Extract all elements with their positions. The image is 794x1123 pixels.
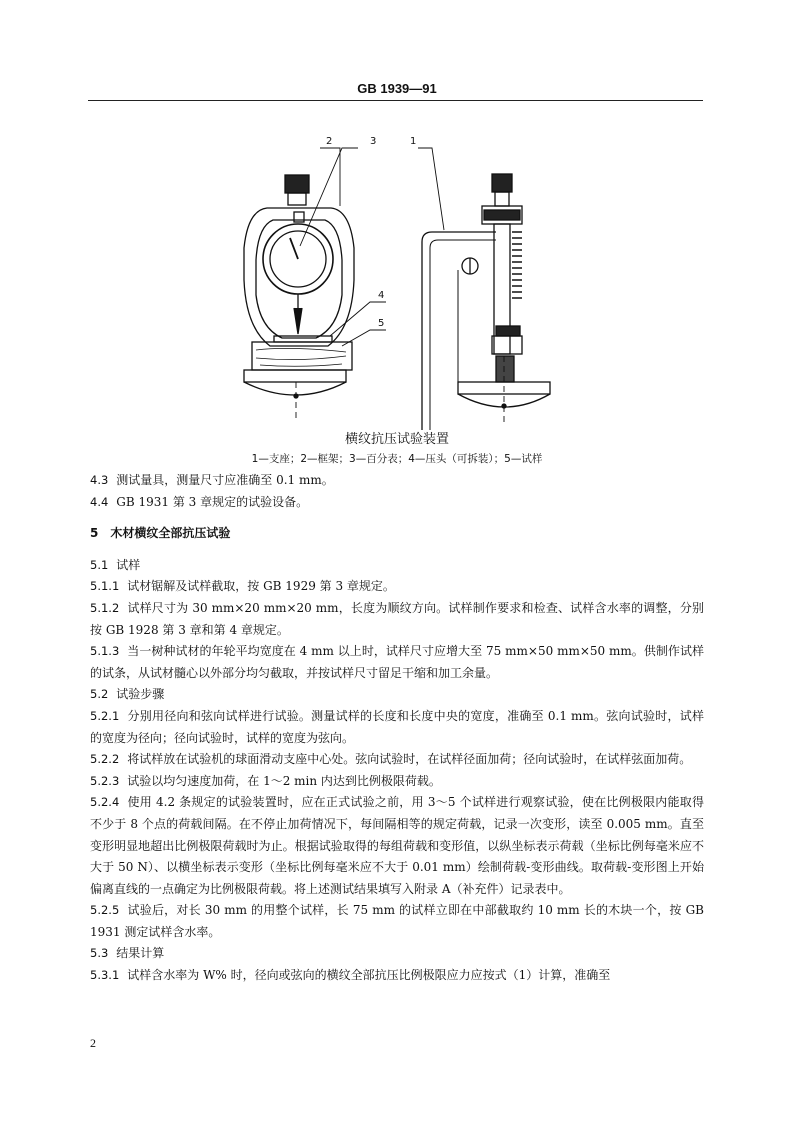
spherical-seat-left [244, 382, 346, 395]
clause-text: 试样 [116, 557, 141, 572]
clause-text: 试材锯解及试样截取，按 GB 1929 第 3 章规定。 [127, 579, 395, 594]
clause-number: 5.3 [90, 946, 109, 961]
spindle-tip [294, 308, 302, 334]
callout-1: 1 [410, 136, 417, 147]
clause-number: 5.1 [90, 557, 109, 572]
document-body [90, 470, 704, 987]
clause-4-4 [90, 492, 704, 514]
section-5-heading [90, 523, 704, 545]
left-knob-neck [288, 193, 306, 205]
clause-5-3 [90, 943, 704, 965]
clause-text: 当一树种试材的年轮平均宽度在 4 mm 以上时，试样尺寸应增大至 75 mm×50 mm×50 mm。供制作试样的试条，从试材髓心以外部分均匀截取，并按试样尺寸留足干缩和加工余量。 [90, 644, 704, 680]
clause-number: 5.2 [90, 687, 109, 702]
clause-text: 试样尺寸为 30 mm×20 mm×20 mm，长度为顺纹方向。试样制作要求和检查、试样含水率的调整，分别按 GB 1928 第 3 章和第 4 章规定。 [90, 600, 704, 637]
right-press-head [492, 336, 522, 354]
section-number: 5 [90, 526, 99, 541]
clause-text: 分别用径向和弦向试样进行试验。测量试样的长度和长度中央的宽度，准确至 0.1 mm。弦向试验时，试样的宽度为径向；径向试验时，试样的宽度为弦向。 [90, 708, 704, 745]
press-head [274, 336, 332, 342]
clause-number: 5.2.5 [90, 903, 120, 918]
right-top-knob [492, 174, 512, 192]
clause-5-2-3 [90, 771, 704, 793]
clause-5-2-4 [90, 792, 704, 900]
clause-5-1-1 [90, 576, 704, 598]
callout-2: 2 [326, 136, 333, 147]
clause-text: 试验步骤 [116, 687, 165, 702]
left-top-knob [285, 175, 309, 193]
clause-5-3-1 [90, 965, 704, 987]
compression-apparatus-figure [230, 130, 570, 430]
clause-4-3 [90, 470, 704, 492]
clause-5-2-1 [90, 706, 704, 749]
section-title: 木材横纹全部抗压试验 [110, 526, 231, 541]
support-plate-left [244, 370, 346, 382]
clause-number: 4.4 [90, 494, 109, 509]
clause-5-2 [90, 684, 704, 706]
clause-number: 5.1.1 [90, 579, 120, 594]
clause-text: 将试样放在试验机的球面滑动支座中心处。弦向试验时，在试样径面加荷；径向试验时，在试样弦面加荷。 [127, 752, 692, 767]
clause-text: 使用 4.2 条规定的试验装置时，应在正式试验之前，用 3～5 个试样进行观察试验，使在比例极限内能取得不少于 8 个点的荷载间隔。在不停止加荷情况下，每间隔相等的规定荷载，记录一次变形，读至 0.005 mm。直至变形明显地超出比例极限荷载时为止。根据试验取得的每组荷载和变形值，以纵坐标表示荷载（坐标比例每毫米应不大于 50 N）、以横坐标表示变形（坐标比例每毫米应不大于 0.01 mm）绘制荷载-变形曲线。取荷载-变形图上开始偏离直线的一点确定为比例极限荷载。将上述测试结果填写入附录 A（补充件）记录表中。 [90, 795, 704, 896]
clause-text: 结果计算 [116, 946, 165, 961]
clause-text: GB 1931 第 3 章规定的试验设备。 [116, 494, 309, 509]
clause-text: 试样含水率为 W% 时，径向或弦向的横纹全部抗压比例极限应力应按式（1）计算，准确至 [127, 968, 611, 983]
clause-5-2-5 [90, 900, 704, 943]
clause-text: 试验后，对长 30 mm 的用整个试样，长 75 mm 的试样立即在中部截取约 10 mm 长的木块一个，按 GB 1931 测定试样含水率。 [90, 903, 704, 939]
callout-3: 3 [370, 136, 377, 147]
clause-number: 4.3 [90, 473, 109, 487]
header-rule [88, 100, 703, 101]
figure-caption: 横纹抗压试验装置 [344, 432, 449, 447]
clause-number: 5.1.2 [90, 600, 120, 615]
page-header: GB 1939—91 [357, 81, 437, 96]
callout-4: 4 [378, 290, 385, 301]
clause-5-1-3 [90, 641, 704, 684]
specimen-right [496, 356, 514, 382]
clause-number: 5.2.4 [90, 795, 120, 810]
figure-legend: 1—支座；2—框架；3—百分表；4—压头（可拆装）；5—试样 [251, 453, 543, 465]
column-left-edge [422, 232, 496, 430]
clause-5-1 [90, 555, 704, 577]
clause-text: 测试量具，测量尺寸应准确至 0.1 mm。 [116, 473, 334, 487]
clause-5-1-2 [90, 598, 704, 641]
clause-5-2-2 [90, 749, 704, 771]
clause-number: 5.1.3 [90, 644, 120, 659]
dial-needle [290, 238, 298, 259]
clause-number: 5.2.3 [90, 773, 120, 788]
clause-number: 5.3.1 [90, 968, 120, 983]
page-number: 2 [90, 1036, 96, 1050]
clause-number: 5.2.2 [90, 752, 120, 767]
clause-number: 5.2.1 [90, 708, 120, 723]
clause-text: 试验以均匀速度加荷，在 1～2 min 内达到比例极限荷载。 [127, 773, 441, 788]
callout-5: 5 [378, 318, 385, 329]
